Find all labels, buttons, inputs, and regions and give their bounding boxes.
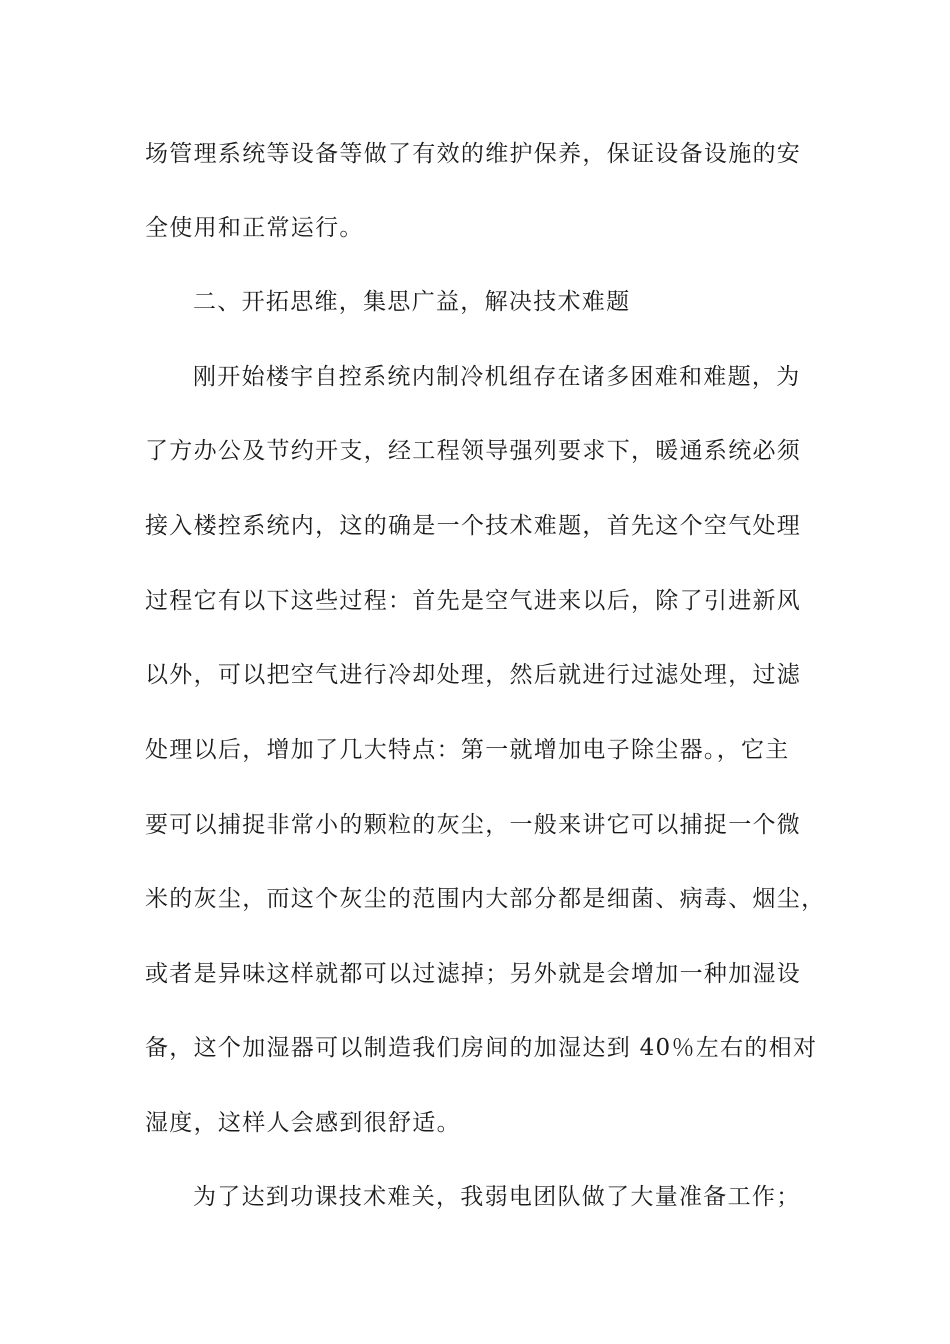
paragraph-line: 处理以后，增加了几大特点：第一就增加电子除尘器。，它主: [145, 737, 790, 763]
section-heading: 二、开拓思维，集思广益，解决技术难题: [193, 289, 631, 315]
paragraph-line: 备，这个加湿器可以制造我们房间的加湿达到 40％左右的相对: [145, 1035, 818, 1061]
paragraph-line: 要可以捕捉非常小的颗粒的灰尘，一般来讲它可以捕捉一个微: [145, 812, 802, 838]
paragraph-line: 以外，可以把空气进行冷却处理，然后就进行过滤处理，过滤: [145, 662, 802, 688]
paragraph-line: 过程它有以下这些过程：首先是空气进来以后，除了引进新风: [145, 588, 802, 614]
paragraph-line: 场管理系统等设备等做了有效的维护保养，保证设备设施的安: [145, 141, 802, 167]
paragraph-line: 接入楼控系统内，这的确是一个技术难题，首先这个空气处理: [145, 513, 802, 539]
paragraph-line: 为了达到功课技术难关，我弱电团队做了大量准备工作；: [193, 1184, 801, 1210]
paragraph-line: 刚开始楼宇自控系统内制冷机组存在诸多困难和难题，为: [193, 364, 801, 390]
paragraph-line: 或者是异味这样就都可以过滤掉；另外就是会增加一种加湿设: [145, 961, 802, 987]
paragraph-line: 全使用和正常运行。: [145, 215, 364, 241]
paragraph-line: 了方办公及节约开支，经工程领导强列要求下，暖通系统必须: [145, 438, 802, 464]
paragraph-line: 湿度，这样人会感到很舒适。: [145, 1110, 461, 1136]
paragraph-line: 米的灰尘，而这个灰尘的范围内大部分都是细菌、病毒、烟尘，: [145, 886, 826, 912]
